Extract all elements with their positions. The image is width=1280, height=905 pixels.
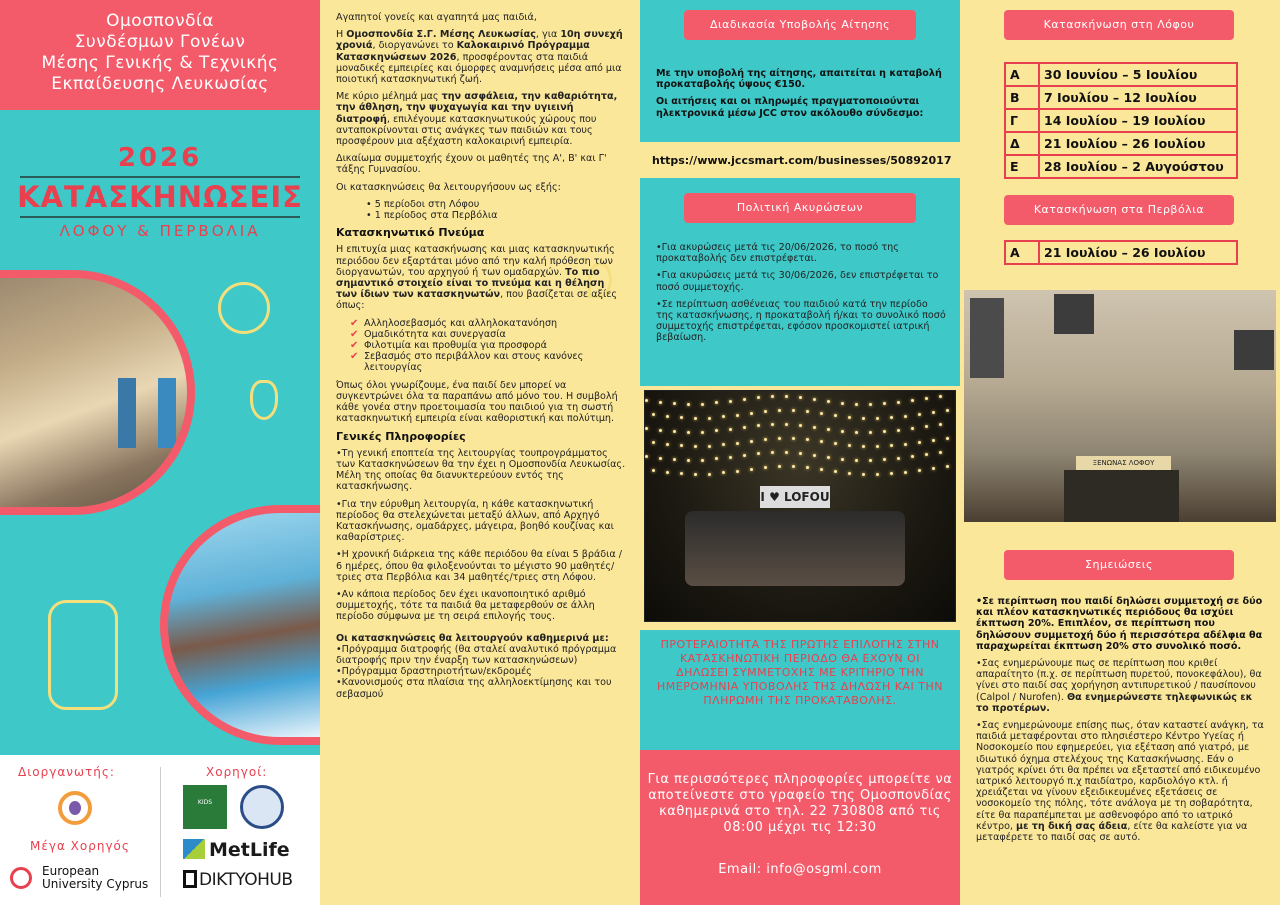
campers-group-photo	[644, 390, 956, 622]
cover-panel	[0, 0, 320, 905]
light-bulb	[897, 401, 900, 404]
light-bulb	[764, 438, 767, 441]
light-bulb	[918, 413, 921, 416]
light-bulb	[869, 431, 872, 434]
metlife-logo	[183, 839, 290, 861]
light-bulb	[715, 401, 718, 404]
contact-box	[640, 750, 960, 905]
light-bulb	[939, 423, 942, 426]
light-bulb	[708, 445, 711, 448]
light-bulb	[778, 437, 781, 440]
backpack-icon	[48, 600, 118, 710]
euc-line: University Cyprus	[42, 877, 149, 891]
light-bulb	[799, 424, 802, 427]
guesthouse-photo	[964, 290, 1276, 522]
light-bulb	[918, 441, 921, 444]
periods-intro: Οι κατασκηνώσεις θα λειτουργήσουν ως εξής:	[336, 181, 561, 193]
metlife-text: MetLife	[209, 839, 290, 861]
light-bulb	[925, 425, 928, 428]
light-bulb	[904, 415, 907, 418]
list-item: •Η χρονική διάρκεια της κάθε περιόδου θα είναι 5 βράδια / 6 ημέρες, όπου θα φιλοξενούνται το μέγιστο 90 μαθητές/τριες στα Περβόλια και 34 μαθητές/τριες στη Λόφου.	[336, 549, 622, 583]
schedule-panel	[960, 0, 1280, 905]
header-line: Συνδέσμων Γονέων	[74, 32, 246, 52]
light-bulb	[890, 416, 893, 419]
organizer-label: Διοργανωτής:	[18, 765, 115, 779]
light-bulb	[911, 399, 914, 402]
header-line: Εκπαίδευσης Λευκωσίας	[51, 74, 269, 94]
table-row: A 21 Ιουλίου – 26 Ιουλίου	[1005, 241, 1237, 264]
light-bulb	[848, 472, 851, 475]
light-bulb	[827, 456, 830, 459]
light-bulb	[722, 415, 725, 418]
light-bulb	[729, 428, 732, 431]
periods-list	[336, 199, 626, 221]
table-row: Γ 14 Ιουλίου – 19 Ιουλίου	[1005, 109, 1237, 132]
water-slide-photo	[160, 505, 320, 745]
general-title: Γενικές Πληροφορίες	[336, 429, 466, 443]
light-bulb	[785, 423, 788, 426]
seal-logo-icon	[240, 785, 284, 829]
light-bulb	[855, 431, 858, 434]
light-bulb	[820, 468, 823, 471]
light-bulb	[841, 430, 844, 433]
light-bulb	[771, 451, 774, 454]
light-bulb	[757, 424, 760, 427]
email-text[interactable]: Email: info@osgml.com	[718, 862, 882, 877]
light-bulb	[848, 416, 851, 419]
apply-section	[640, 0, 960, 142]
light-bulb	[680, 416, 683, 419]
lofou-sign: I ♥ LOFOU	[760, 486, 830, 508]
light-bulb	[932, 439, 935, 442]
door	[158, 378, 176, 448]
door	[118, 378, 136, 448]
daily-title: Οι κατασκηνώσεις θα λειτουργούν καθημερινά με:	[336, 632, 609, 644]
light-bulb	[827, 428, 830, 431]
light-bulb	[673, 430, 676, 433]
light-bulb	[855, 459, 858, 462]
light-bulb	[876, 445, 879, 448]
light-bulb	[743, 426, 746, 429]
guesthouse-sign: ΞΕΝΩΝΑΣ ΛΟΦΟΥ	[1076, 456, 1171, 470]
lofou-table	[1004, 62, 1238, 179]
light-bulb	[778, 409, 781, 412]
light-bulb	[722, 443, 725, 446]
light-bulb	[659, 429, 662, 432]
light-bulb	[904, 471, 907, 474]
jcc-link[interactable]: https://www.jccsmart.com/businesses/50892017	[652, 154, 952, 167]
light-bulb	[757, 452, 760, 455]
light-bulb	[869, 459, 872, 462]
light-bulb	[799, 396, 802, 399]
light-bulb	[680, 472, 683, 475]
light-bulb	[757, 396, 760, 399]
light-bulb	[750, 412, 753, 415]
village-street-photo	[0, 270, 195, 515]
light-bulb	[946, 409, 949, 412]
list-item: • 1 περίοδος στα Περβόλια	[366, 210, 498, 222]
light-bulb	[687, 403, 690, 406]
light-bulb	[715, 429, 718, 432]
light-bulb	[925, 397, 928, 400]
light-bulb	[771, 395, 774, 398]
apply-title: Διαδικασία Υποβολής Αίτησης	[684, 10, 916, 40]
notes-text: •Σε περίπτωση που παιδί δηλώσει συμμετοχή σε δύο και πλέον κατασκηνωτικές περιόδους θα ισχύει έκπτωση 20%. Επιπλέον, σε περίπτωση που δηλώσουν συμμετοχή δύο ή περισσότερα αδέλφια θα παραχωρείται έκπτωση 20% στο συνολικό ποσό. •Σας ενημερώνουμε πως σε περίπτωση που κριθεί απαραίτητο (π.χ. σε περίπτωση πυρετού, πονοκεφάλου), θα γίνει στο παιδί σας χορήγηση αντιπυρετικού / παυσίπονου (Calpol / Nurofen). Θα ενημερώνεστε τηλεφωνικώς εκ το προτέρων. •Σας ενημερώνουμε επίσης πως, όταν καταστεί ανάγκη, τα παιδιά μεταφέρονται στο πλησιέστερο Κέντρο Υγείας ή Νοσοκομείο που εφημερεύει, για εξέταση από γιατρό, με ιδιωτικό όχημα στελέχους της Κατασκήνωσης. Εάν ο γιατρός κρίνει ότι θα πρέπει να εξεταστεί από ειδικευμένο ιατρικό λειτουργό π.χ παιδίατρο, καρδιολόγο κτλ. ή χρειάζεται να γίνουν εξειδικευμένες εξετάσεις σε νοσοκομείο της πόλης, τότε ανάλογα με τη σοβαρότητα, είτε θα παραπέμπεται με ασθενοφόρο από το ιατρικό κέντρο, με τη δική σας άδεια, είτε θα καλείστε για να μεταφέρετε το παιδί σας σε αυτό.	[976, 596, 1268, 849]
light-bulb	[673, 402, 676, 405]
light-bulb	[876, 473, 879, 476]
light-bulb	[897, 429, 900, 432]
table-row: B 7 Ιουλίου – 12 Ιουλίου	[1005, 86, 1237, 109]
light-bulb	[666, 415, 669, 418]
light-bulb	[792, 465, 795, 468]
priority-notice: ΠΡΟΤΕΡΑΙΟΤΗΤΑ ΤΗΣ ΠΡΩΤΗΣ ΕΠΙΛΟΓΗΣ ΣΤΗΝ ΚΑΤΑΣΚΗΝΩΤΙΚΗ ΠΕΡΙΟΔΟ ΘΑ ΕΧΟΥΝ ΟΙ ΔΗΛΩΣΕΙ ΣΥΜΜΕΤΟΧΗΣ ΜΕ ΚΡΙΤΗΡΙΟ ΤΗΝ ΗΜΕΡΟΜΗΝΙΑ ΥΠΟΒΟΛΗΣ ΤΗΣ ΔΗΛΩΣΗ ΚΑΙ ΤΗΝ ΠΛΗΡΩΜΗ ΤΗΣ ΠΡΟΚΑΤΑΒΟΛΗΣ.	[640, 630, 960, 750]
light-bulb	[939, 395, 942, 398]
spirit-paragraph: Η επιτυχία μιας κατασκήνωσης και μιας κατασκηνωτικής περιόδου δεν εξαρτάται μόνο από την καλή πρόθεση των διοργανωτών, του αρχηγού ή των ομαδαρχών. Το πιο σημαντικό στοιχείο είναι το πνεύμα και η θέληση των ίδιων των κατασκηνωτών, που βασίζεται σε αξίες όπως:	[336, 244, 618, 312]
spirit-title: Κατασκηνωτικό Πνεύμα	[336, 226, 485, 240]
light-bulb	[673, 458, 676, 461]
light-bulb	[841, 402, 844, 405]
light-bulb	[792, 409, 795, 412]
light-bulb	[848, 444, 851, 447]
light-bulb	[890, 444, 893, 447]
year: 2026	[117, 143, 203, 173]
light-bulb	[666, 443, 669, 446]
light-bulb	[792, 437, 795, 440]
light-bulb	[694, 417, 697, 420]
light-bulb	[862, 445, 865, 448]
spirit-close: Όπως όλοι γνωρίζουμε, ένα παιδί δεν μπορεί να συγκεντρώνει όλα τα παραπάνω από μόνο του. Η συμβολή κάθε γονέα στην προετοιμασία του παιδιού για τη σωστή κατασκηνωτική εμπειρία είναι καθοριστική και πολύτιμη.	[336, 379, 618, 425]
divider	[20, 216, 300, 218]
eligibility: Δικαίωμα συμμετοχής έχουν οι μαθητές της Α', Β' και Γ' τάξης Γυμνασίου.	[336, 153, 607, 176]
light-bulb	[946, 465, 949, 468]
cancel-text: •Για ακυρώσεις μετά τις 20/06/2026, το ποσό της προκαταβολής δεν επιστρέφεται. •Για ακυρώσεις μετά τις 30/06/2026, δεν επιστρέφεται το ποσό συμμετοχής. •Σε περίπτωση ασθένειας του παιδιού κατά την περίοδο της κατασκήνωσης, η προκαταβολή ή/και το συνολικό ποσό συμμετοχής επιστρέφεται, εφόσον προσκομιστεί ιατρική βεβαίωση.	[656, 242, 946, 344]
light-bulb	[694, 473, 697, 476]
light-bulb	[666, 471, 669, 474]
light-bulb	[911, 427, 914, 430]
euc-logo	[10, 863, 160, 893]
list-item: ✔ Φιλοτιμία και προθυμία για προσφορά	[350, 340, 626, 351]
pervolia-table	[1004, 240, 1238, 265]
light-bulb	[778, 465, 781, 468]
light-bulb	[820, 412, 823, 415]
list-item: ✔ Αλληλοσεβασμός και αλληλοκατανόηση	[350, 318, 626, 329]
light-bulb	[939, 451, 942, 454]
light-bulb	[799, 452, 802, 455]
table-row: Δ 21 Ιουλίου – 26 Ιουλίου	[1005, 132, 1237, 155]
light-bulb	[827, 400, 830, 403]
light-bulb	[806, 466, 809, 469]
light-bulb	[841, 458, 844, 461]
cover-title: ΚΑΤΑΣΚΗΝΩΣΕΙΣ	[17, 180, 303, 214]
light-bulb	[701, 431, 704, 434]
light-bulb	[701, 403, 704, 406]
lofou-title: Κατασκήνωση στη Λόφου	[1004, 10, 1234, 40]
light-bulb	[680, 444, 683, 447]
light-bulb	[806, 410, 809, 413]
header-line: Ομοσπονδία	[106, 11, 214, 31]
list-item: •Πρόγραμμα δραστηριοτήτων/εκδρομές	[336, 666, 532, 678]
light-bulb	[862, 417, 865, 420]
info-text	[336, 12, 626, 700]
light-bulb	[883, 430, 886, 433]
list-item: ✔ Ομαδικότητα και συνεργασία	[350, 329, 626, 340]
light-bulb	[932, 411, 935, 414]
cover-subtitle: ΛΟΦΟΥ & ΠΕΡΒΟΛΙΑ	[59, 222, 261, 240]
light-bulb	[722, 471, 725, 474]
application-panel	[640, 0, 960, 905]
light-bulb	[687, 459, 690, 462]
light-bulb	[785, 451, 788, 454]
list-item: •Τη γενική εποπτεία της λειτουργίας τουπρογράμματος των Κατασκηνώσεων θα την έχει η Ομοσπονδία Λευκωσίας. Μέλη της οποίας θα διανυκτερεύουν εντός της κατασκήνωσης.	[336, 447, 626, 493]
light-bulb	[736, 442, 739, 445]
light-bulb	[708, 417, 711, 420]
compass-icon	[218, 282, 270, 334]
light-bulb	[687, 431, 690, 434]
light-bulb	[743, 454, 746, 457]
light-bulb	[652, 469, 655, 472]
header-line: Μέσης Γενικής & Τεχνικής	[41, 53, 279, 73]
light-bulb	[897, 457, 900, 460]
list-item: ✔ Σεβασμός στο περιβάλλον και στους κανόνες λειτουργίας	[350, 351, 626, 373]
divider	[160, 767, 161, 897]
light-bulb	[883, 458, 886, 461]
sponsors-area	[0, 755, 320, 905]
light-bulb	[904, 443, 907, 446]
diktyohub-text: DIKTYOHUB	[199, 870, 293, 890]
light-bulb	[645, 399, 648, 402]
list-item: •Κανονισμούς στα πλαίσια της αλληλοεκτίμησης και του σεβασμού	[336, 677, 612, 700]
light-bulb	[918, 469, 921, 472]
note: •Σας ενημερώνουμε επίσης πως, όταν καταστεί ανάγκη, τα παιδιά μεταφέρονται στο πλησιέστερο Κέντρο Υγείας ή Νοσοκομείο που εφημερεύει, για εξέταση από γιατρό, με ιδιωτικό όχημα στελέχους της Κατασκήνωσης. Εάν ο γιατρός κρίνει ότι θα πρέπει να εξεταστεί από ειδικευμένο ιατρικό λειτουργό π.χ παιδίατρο, καρδιολόγο κτλ. ή χρειάζεται να γίνουν εξειδικευμένες εξετάσεις σε νοσοκομείο της πόλης, τότε ανάλογα με τη σοβαρότητα, είτε θα παραπέμπεται με ασθενοφόρο από το ιατρικό κέντρο, με τη δική σας άδεια, είτε θα καλείστε για να μεταφέρετε το παιδί σας σε αυτό.	[976, 720, 1264, 844]
intro-paragraph: Η Ομοσπονδία Σ.Γ. Μέσης Λευκωσίας, για 10η συνεχή χρονιά, διοργανώνει το Καλοκαιρινό Πρόγραμμα Κατασκηνώσεων 2026, προσφέροντας στα παιδιά μοναδικές εμπειρίες και όμορφες αναμνήσεις μέσα από μια ποιοτική κατασκηνωτική ζωή.	[336, 29, 623, 86]
metlife-mark-icon	[183, 839, 205, 859]
euc-line: European	[42, 864, 100, 878]
light-bulb	[834, 414, 837, 417]
light-bulb	[743, 398, 746, 401]
light-bulb	[659, 457, 662, 460]
list-item: •Για την εύρυθμη λειτουργία, η κάθε κατασκηνωτική περίοδος θα στελεχώνεται μεταξύ άλλων, από Αρχηγό Κατασκήνωσης, ομαδάρχες, μάγειρα, βοηθό κουζίνας και καθαρίστριες.	[336, 498, 614, 544]
campers-group	[685, 511, 905, 586]
light-bulb	[946, 437, 949, 440]
care-paragraph: Με κύριο μέλημά μας την ασφάλεια, την καθαριότητα, την άθληση, την ψυχαγωγία και την υγιεινή διατροφή, επιλέγουμε κατασκηνωτικούς χώρους που ανταποκρίνονται στις ανάγκες των παιδιών και τους προσφέρουν μια αξέχαστη καλοκαιρινή εμπειρία.	[336, 91, 618, 148]
mega-sponsor-label: Μέγα Χορηγός	[30, 839, 130, 853]
list-item: •Αν κάποια περίοδος δεν έχει ικανοποιητικό αριθμό συμμετοχής, τότε τα παιδιά θα μεταφερθούν σε άλλη περίοδο σύμφωνα με τη σειρά επιλογής τους.	[336, 588, 595, 623]
federation-logo-icon	[58, 791, 92, 825]
light-bulb	[925, 453, 928, 456]
apply-text: Με την υποβολή της αίτησης, απαιτείται η καταβολή προκαταβολής ύψους €150. Οι αιτήσεις και οι πληρωμές πραγματοποιούνται ηλεκτρονικά μέσω JCC στον ακόλουθο σύνδεσμο:	[656, 68, 942, 119]
light-bulb	[876, 417, 879, 420]
light-bulb	[855, 403, 858, 406]
guitar-icon	[250, 380, 278, 420]
notes-section	[960, 530, 1280, 905]
light-bulb	[701, 459, 704, 462]
pervolia-title: Κατασκήνωση στα Περβόλια	[1004, 195, 1234, 225]
light-bulb	[820, 440, 823, 443]
note: •Σας ενημερώνουμε πως σε περίπτωση που κριθεί απαραίτητο (π.χ. σε περίπτωση πυρετού, πονοκεφάλου), θα γίνει στο παιδί σας χορήγηση αντιπυρετικού / παυσίπονου (Calpol / Nurofen). Θα ενημερώνεστε τηλεφωνικώς εκ το προτέρων.	[976, 658, 1262, 714]
light-bulb	[694, 445, 697, 448]
euc-mark-icon	[10, 867, 32, 889]
light-bulb	[736, 470, 739, 473]
divider	[20, 176, 300, 178]
table-row: A 30 Ιουνίου – 5 Ιουλίου	[1005, 63, 1237, 86]
light-bulb	[834, 470, 837, 473]
light-bulb	[890, 472, 893, 475]
sponsors-label: Χορηγοί:	[206, 765, 268, 779]
light-bulb	[785, 395, 788, 398]
federation-header	[0, 0, 320, 110]
light-bulb	[813, 398, 816, 401]
cancel-title: Πολιτική Ακυρώσεων	[684, 193, 916, 223]
light-bulb	[645, 427, 648, 430]
contact-text: Για περισσότερες πληροφορίες μπορείτε να αποτείνεστε στο γραφείο της Ομοσπονδίας καθημερινά στο τηλ. 22 730808 από τις 08:00 μέχρι τις 12:30	[647, 772, 953, 835]
light-bulb	[862, 473, 865, 476]
light-bulb	[883, 402, 886, 405]
light-bulb	[834, 442, 837, 445]
kids-logo: KIDS	[183, 785, 227, 829]
notes-title: Σημειώσεις	[1004, 550, 1234, 580]
list-item: •Πρόγραμμα διατροφής (θα σταλεί αναλυτικό πρόγραμμα διατροφής πριν την έναρξη των κατασκηνώσεων)	[336, 643, 617, 666]
light-bulb	[652, 441, 655, 444]
light-bulb	[764, 466, 767, 469]
light-bulb	[652, 413, 655, 416]
table-row: E 28 Ιουλίου – 2 Αυγούστου	[1005, 155, 1237, 178]
light-bulb	[869, 403, 872, 406]
cancel-section	[640, 178, 960, 386]
light-bulb	[729, 456, 732, 459]
light-bulb	[764, 410, 767, 413]
light-bulb	[813, 426, 816, 429]
light-bulb	[708, 473, 711, 476]
light-bulb	[715, 457, 718, 460]
light-bulb	[911, 455, 914, 458]
light-bulb	[729, 400, 732, 403]
diktyohub-mark-icon	[183, 870, 197, 888]
light-bulb	[645, 455, 648, 458]
light-bulb	[750, 440, 753, 443]
info-panel	[320, 0, 640, 905]
diktyohub-logo	[183, 870, 293, 890]
values-list	[336, 318, 626, 374]
list-item: • 5 περίοδοι στη Λόφου	[366, 198, 480, 210]
light-bulb	[736, 414, 739, 417]
light-bulb	[813, 454, 816, 457]
light-bulb	[932, 467, 935, 470]
greeting: Αγαπητοί γονείς και αγαπητά μας παιδιά,	[336, 12, 537, 23]
light-bulb	[771, 423, 774, 426]
light-bulb	[806, 438, 809, 441]
light-bulb	[750, 468, 753, 471]
light-bulb	[659, 401, 662, 404]
